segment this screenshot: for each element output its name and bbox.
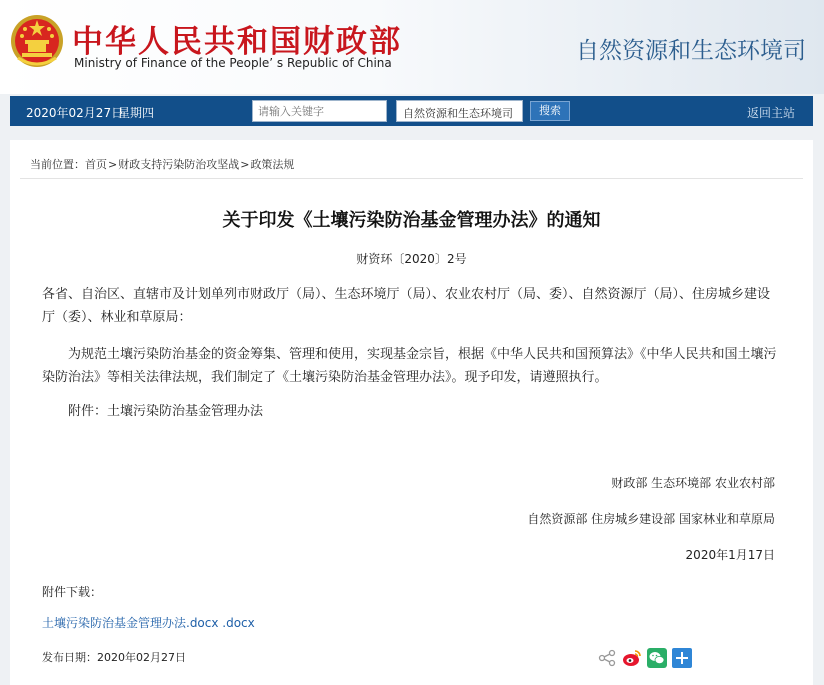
signing-date: 2020年1月17日 — [685, 548, 775, 562]
publish-date-value: 2020年02月27日 — [97, 651, 186, 664]
article-title: 关于印发《土壤污染防治基金管理办法》的通知 — [222, 210, 601, 231]
more-share-icon[interactable] — [672, 648, 692, 668]
national-emblem-icon — [10, 12, 64, 70]
current-date: 2020年02月27日 — [26, 106, 124, 120]
back-to-main-site-link[interactable]: 返回主站 — [746, 106, 795, 120]
search-input[interactable] — [252, 100, 387, 122]
document-number: 财资环〔2020〕2号 — [356, 252, 467, 266]
attachment-line: 附件：土壤污染防治基金管理办法 — [68, 404, 264, 419]
breadcrumb-separator: > — [240, 158, 250, 171]
breadcrumb-pollution-campaign[interactable]: 财政支持污染防治攻坚战 — [118, 158, 240, 171]
breadcrumb-divider — [20, 178, 803, 179]
breadcrumb — [30, 156, 294, 172]
breadcrumb-policies[interactable]: 政策法规 — [250, 158, 295, 171]
site-name-cn: 中华人民共和国财政部 — [72, 24, 402, 60]
breadcrumb-prefix: 当前位置： — [30, 158, 85, 171]
current-weekday: 星期四 — [118, 106, 155, 120]
signatories-line-1: 财政部 生态环境部 农业农村部 — [611, 476, 775, 490]
weibo-icon[interactable] — [622, 648, 642, 668]
search-button[interactable]: 搜索 — [530, 101, 570, 121]
department-name: 自然资源和生态环境司 — [576, 38, 806, 64]
signatories-line-2: 自然资源部 住房城乡建设部 国家林业和草原局 — [527, 512, 775, 526]
body-paragraph: 为规范土壤污染防治基金的资金筹集、管理和使用，实现基金宗旨，根据《中华人民共和国预算法》《中华人民共和国土壤污染防治法》等相关法律法规，我们制定了《土壤污染防治基金管理办法》。现予印发，请遵照执行。 — [42, 347, 777, 385]
publish-date — [42, 649, 186, 665]
share-bar — [597, 648, 692, 668]
article-panel — [10, 140, 813, 685]
downloads-label: 附件下载： — [42, 585, 103, 599]
site-header — [0, 0, 824, 94]
breadcrumb-home[interactable]: 首页 — [85, 158, 107, 171]
publish-date-label: 发布日期： — [42, 651, 97, 664]
breadcrumb-separator: > — [108, 158, 118, 171]
wechat-icon[interactable] — [647, 648, 667, 668]
search-scope-select[interactable]: 自然资源和生态环境司 — [396, 100, 523, 122]
top-nav-bar — [10, 96, 813, 126]
attachment-download-link[interactable]: 土壤污染防治基金管理办法.docx .docx — [42, 616, 255, 630]
share-icon[interactable] — [597, 648, 617, 668]
site-name-en: Ministry of Finance of the People’ s Republic of China — [74, 56, 392, 70]
addressee-paragraph: 各省、自治区、直辖市及计划单列市财政厅（局）、生态环境厅（局）、农业农村厅（局、委）、自然资源厅（局）、住房城乡建设厅（委）、林业和草原局： — [42, 287, 771, 325]
